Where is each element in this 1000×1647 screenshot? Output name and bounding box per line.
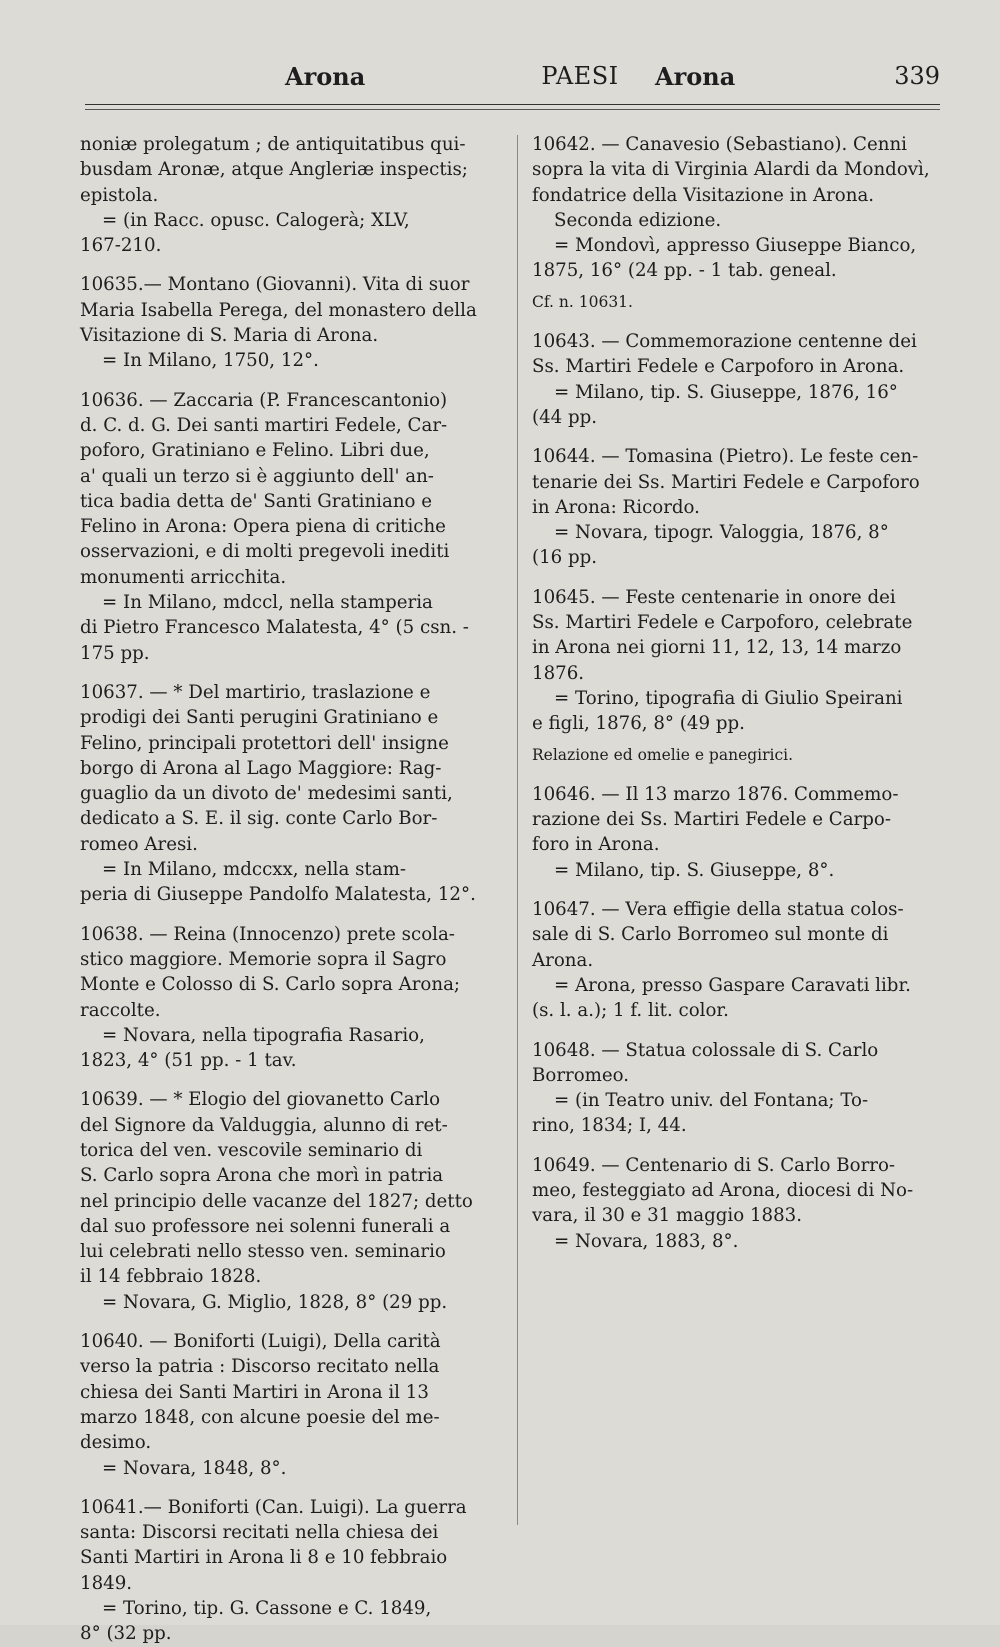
entry-note: Cf. n. 10631. bbox=[532, 292, 633, 311]
entry-line: sopra la vita di Virginia Alardi da Mondovì, bbox=[532, 159, 930, 181]
entry-publication: = Novara, tipogr. Valoggia, 1876, 8° bbox=[554, 522, 889, 544]
entry-head: 10646. — Il 13 marzo 1876. Commemo- bbox=[532, 783, 899, 805]
entry-line: busdam Aronæ, atque Angleriæ inspectis; bbox=[80, 159, 468, 181]
entry-line: epistola. bbox=[80, 184, 159, 206]
entry-10640 bbox=[80, 1329, 510, 1481]
entry-line: Seconda edizione. bbox=[554, 209, 722, 231]
entry-head: 10638. — Reina (Innocenzo) prete scola- bbox=[80, 923, 455, 945]
entry-head: 10649. — Centenario di S. Carlo Borro- bbox=[532, 1154, 896, 1176]
entry-head: 10639. — * Elogio del giovanetto Carlo bbox=[80, 1089, 441, 1111]
entry-line: verso la patria : Discorso recitato nella bbox=[80, 1356, 440, 1378]
entry-line: foro in Arona. bbox=[532, 834, 660, 856]
entry-publication: = In Milano, mdccxx, nella stam- bbox=[102, 859, 406, 881]
entry-note: Relazione ed omelie e panegirici. bbox=[532, 745, 794, 764]
entry-10646 bbox=[532, 782, 952, 883]
entry-line: santa: Discorsi recitati nella chiesa dei bbox=[80, 1522, 439, 1544]
entry-head: 10635.— Montano (Giovanni). Vita di suor bbox=[80, 274, 470, 296]
entry-line: Ss. Martiri Fedele e Carpoforo, celebrate bbox=[532, 612, 913, 634]
header-section: PAESI bbox=[541, 62, 619, 90]
entry-head: 10644. — Tomasina (Pietro). Le feste cen- bbox=[532, 446, 919, 468]
entry-line: del Signore da Valduggia, alunno di ret- bbox=[80, 1114, 448, 1136]
entry-continued bbox=[80, 132, 510, 258]
entry-line: tenarie dei Ss. Martiri Fedele e Carpoforo bbox=[532, 471, 920, 493]
entry-head: 10647. — Vera effigie della statua colos- bbox=[532, 899, 904, 921]
entry-line: marzo 1848, con alcune poesie del me- bbox=[80, 1406, 440, 1428]
entry-publication: = Arona, presso Gaspare Caravati libr. bbox=[554, 974, 911, 996]
entry-line: prodigi dei Santi perugini Gratiniano e bbox=[80, 707, 439, 729]
entry-line: noniæ prolegatum ; de antiquitatibus qui- bbox=[80, 134, 466, 155]
entry-line: osservazioni, e di molti pregevoli inediti bbox=[80, 541, 450, 563]
entry-line: 1876. bbox=[532, 662, 585, 684]
entry-head: 10641.— Boniforti (Can. Luigi). La guerra bbox=[80, 1496, 467, 1518]
entry-10639 bbox=[80, 1087, 510, 1315]
entry-head: 10640. — Boniforti (Luigi), Della carità bbox=[80, 1331, 441, 1353]
entry-line: Maria Isabella Perega, del monastero della bbox=[80, 299, 477, 321]
entry-publication: = Mondovì, appresso Giuseppe Bianco, bbox=[554, 235, 917, 257]
entry-line: tica badia detta de' Santi Gratiniano e bbox=[80, 490, 433, 512]
entry-head: 10636. — Zaccaria (P. Francescantonio) bbox=[80, 389, 448, 411]
entry-line: 175 pp. bbox=[80, 642, 150, 664]
entry-line: rino, 1834; I, 44. bbox=[532, 1115, 687, 1137]
left-column bbox=[80, 132, 510, 1645]
entry-line: borgo di Arona al Lago Maggiore: Rag- bbox=[80, 757, 442, 779]
entry-line: 1875, 16° (24 pp. - 1 tab. geneal. bbox=[532, 260, 837, 282]
entry-line: Santi Martiri in Arona li 8 e 10 febbraio bbox=[80, 1547, 448, 1569]
entry-head: 10645. — Feste centenarie in onore dei bbox=[532, 586, 896, 608]
entry-publication: = Milano, tip. S. Giuseppe, 1876, 16° bbox=[554, 381, 898, 403]
entry-line: a' quali un terzo si è aggiunto dell' an- bbox=[80, 465, 434, 487]
entry-line: dedicato a S. E. il sig. conte Carlo Bor- bbox=[80, 808, 438, 830]
right-column bbox=[532, 132, 952, 1525]
running-header bbox=[85, 62, 940, 102]
entry-line: S. Carlo sopra Arona che morì in patria bbox=[80, 1165, 444, 1187]
entry-head: 10637. — * Del martirio, traslazione e bbox=[80, 681, 431, 703]
entry-line: 1823, 4° (51 pp. - 1 tav. bbox=[80, 1050, 297, 1072]
entry-line: Borromeo. bbox=[532, 1064, 630, 1086]
entry-line: in Arona nei giorni 11, 12, 13, 14 marzo bbox=[532, 637, 902, 659]
entry-line: (16 pp. bbox=[532, 547, 598, 569]
entry-line: 8° (32 pp. bbox=[80, 1623, 172, 1645]
entry-line: peria di Giuseppe Pandolfo Malatesta, 12°. bbox=[80, 884, 476, 906]
entry-line: chiesa dei Santi Martiri in Arona il 13 bbox=[80, 1381, 429, 1403]
entry-10641 bbox=[80, 1495, 510, 1647]
entry-head: 10648. — Statua colossale di S. Carlo bbox=[532, 1039, 879, 1061]
entry-line: in Arona: Ricordo. bbox=[532, 496, 700, 518]
entry-line: Monte e Colosso di S. Carlo sopra Arona; bbox=[80, 974, 461, 996]
entry-line: d. C. d. G. Dei santi martiri Fedele, Car- bbox=[80, 414, 448, 436]
entry-line: poforo, Gratiniano e Felino. Libri due, bbox=[80, 440, 430, 462]
entry-10635 bbox=[80, 272, 510, 373]
entry-publication: = Milano, tip. S. Giuseppe, 8°. bbox=[554, 859, 835, 881]
entry-line: fondatrice della Visitazione in Arona. bbox=[532, 184, 875, 206]
entry-line: Felino, principali protettori dell' insigne bbox=[80, 732, 449, 754]
header-right-title: Arona bbox=[655, 62, 736, 91]
entry-head: 10643. — Commemorazione centenne dei bbox=[532, 331, 917, 353]
entry-publication: = Novara, 1848, 8°. bbox=[102, 1457, 287, 1479]
column-divider bbox=[517, 135, 518, 1525]
entry-publication: = (in Teatro univ. del Fontana; To- bbox=[554, 1090, 869, 1112]
entry-line: (44 pp. bbox=[532, 406, 598, 428]
entry-publication: = Novara, nella tipografia Rasario, bbox=[102, 1024, 425, 1046]
entry-line: stico maggiore. Memorie sopra il Sagro bbox=[80, 948, 447, 970]
entry-10642 bbox=[532, 132, 952, 315]
entry-10647 bbox=[532, 897, 952, 1023]
entry-line: e figli, 1876, 8° (49 pp. bbox=[532, 713, 745, 735]
entry-line: Felino in Arona: Opera piena di critiche bbox=[80, 516, 446, 538]
entry-line: vara, il 30 e 31 maggio 1883. bbox=[532, 1205, 803, 1227]
entry-line: sale di S. Carlo Borromeo sul monte di bbox=[532, 924, 889, 946]
header-rule bbox=[85, 104, 940, 105]
entry-line: Ss. Martiri Fedele e Carpoforo in Arona. bbox=[532, 356, 905, 378]
entry-10648 bbox=[532, 1038, 952, 1139]
entry-line: Visitazione di S. Maria di Arona. bbox=[80, 325, 379, 347]
entry-line: Arona. bbox=[532, 949, 594, 971]
entry-10644 bbox=[532, 444, 952, 570]
entry-10643 bbox=[532, 329, 952, 430]
entry-line: romeo Aresi. bbox=[80, 833, 198, 855]
entry-line: torica del ven. vescovile seminario di bbox=[80, 1139, 423, 1161]
entry-line: monumenti arricchita. bbox=[80, 566, 287, 588]
entry-publication: = In Milano, 1750, 12°. bbox=[102, 350, 319, 372]
entry-publication: = Novara, 1883, 8°. bbox=[554, 1230, 739, 1252]
entry-10637 bbox=[80, 680, 510, 908]
header-rule-thin bbox=[85, 109, 940, 110]
page-number: 339 bbox=[894, 62, 940, 90]
entry-line: desimo. bbox=[80, 1432, 152, 1454]
entry-line: guaglio da un divoto de' medesimi santi, bbox=[80, 783, 453, 805]
entry-line: 167-210. bbox=[80, 235, 162, 257]
header-left-title: Arona bbox=[285, 62, 366, 91]
entry-line: (s. l. a.); 1 f. lit. color. bbox=[532, 1000, 729, 1022]
entry-line: dal suo professore nei solenni funerali a bbox=[80, 1215, 451, 1237]
entry-line: 1849. bbox=[80, 1572, 133, 1594]
entry-publication: = Novara, G. Miglio, 1828, 8° (29 pp. bbox=[102, 1291, 448, 1313]
entry-head: 10642. — Canavesio (Sebastiano). Cenni bbox=[532, 134, 907, 155]
entry-publication: = In Milano, mdccl, nella stamperia bbox=[102, 592, 433, 614]
entry-line: raccolte. bbox=[80, 999, 161, 1021]
entry-line: meo, festeggiato ad Arona, diocesi di No- bbox=[532, 1179, 914, 1201]
entry-line: nel principio delle vacanze del 1827; detto bbox=[80, 1190, 473, 1212]
entry-publication: = (in Racc. opusc. Calogerà; XLV, bbox=[102, 209, 410, 231]
entry-line: di Pietro Francesco Malatesta, 4° (5 csn. - bbox=[80, 617, 469, 639]
entry-line: razione dei Ss. Martiri Fedele e Carpo- bbox=[532, 809, 891, 831]
entry-publication: = Torino, tipografia di Giulio Speirani bbox=[554, 687, 903, 709]
entry-10645 bbox=[532, 585, 952, 768]
entry-10649 bbox=[532, 1153, 952, 1254]
entry-line: lui celebrati nello stesso ven. seminario bbox=[80, 1241, 446, 1263]
entry-publication: = Torino, tip. G. Cassone e C. 1849, bbox=[102, 1598, 432, 1620]
entry-10636 bbox=[80, 388, 510, 666]
entry-10638 bbox=[80, 922, 510, 1074]
entry-line: il 14 febbraio 1828. bbox=[80, 1266, 262, 1288]
